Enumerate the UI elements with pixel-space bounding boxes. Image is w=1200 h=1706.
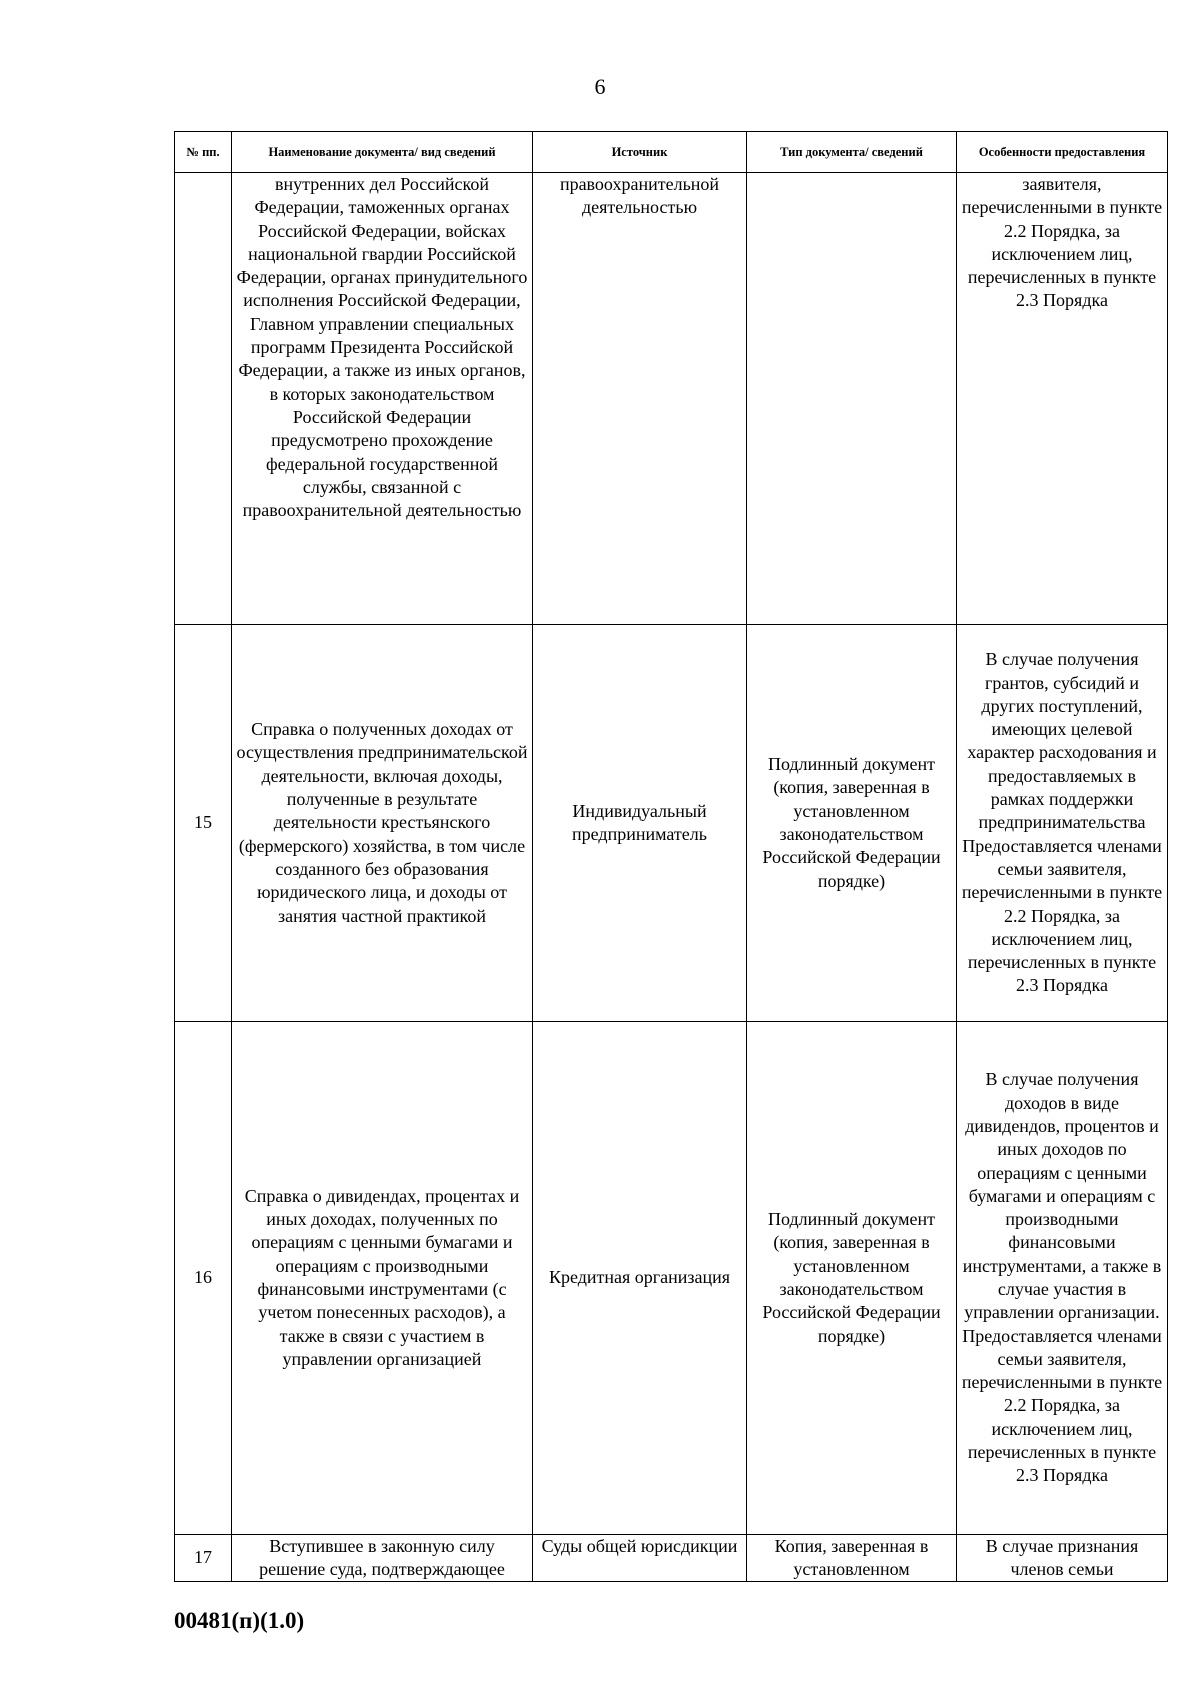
cell-features: заявителя, перечисленными в пункте 2.2 Порядка, за исключением лиц, перечисленных в пункте 2.3 Порядка bbox=[957, 173, 1168, 625]
cell-name bbox=[232, 1535, 533, 1582]
cell-num bbox=[175, 173, 232, 625]
cell-name: Справка о дивидендах, процентах и иных доходах, полученных по операциям с ценными бумагами и операциям с производными финансовыми инструментами (с учетом понесенных расходов), а также в связи с участием в управлении организацией bbox=[232, 1022, 533, 1535]
documents-table bbox=[174, 131, 1168, 1582]
cell-type bbox=[747, 1535, 957, 1582]
cell-features: В случае получения доходов в виде дивидендов, процентов и иных доходов по операциям с ценными бумагами и операциям с производными финансовыми инструментами, а также в случае участия в управлении организации. Предоставляется членами семьи заявителя, перечисленными в пункте 2.2 Порядка, за исключением лиц, перечисленных в пункте 2.3 Порядка bbox=[957, 1022, 1168, 1535]
header-features: Особенности предоставления bbox=[957, 132, 1168, 173]
cell-num: 15 bbox=[175, 625, 232, 1022]
cell-name: Справка о полученных доходах от осуществления предпринимательской деятельности, включая доходы, полученные в результате деятельности крестьянского (фермерского) хозяйства, в том числе созданного без образования юридического лица, и доходы от занятия частной практикой bbox=[232, 625, 533, 1022]
table-row bbox=[175, 625, 1168, 1022]
cell-source: Индивидуальный предприниматель bbox=[533, 625, 747, 1022]
cell-features-text: В случае признания членов семьи bbox=[985, 1536, 1139, 1580]
table-row-continued bbox=[175, 173, 1168, 625]
cell-features: В случае получения грантов, субсидий и других поступлений, имеющих целевой характер расходования и предоставляемых в рамках поддержки предпринимательства Предоставляется членами семьи заявителя, перечисленными в пункте 2.2 Порядка, за исключением лиц, перечисленных в пункте 2.3 Порядка bbox=[957, 625, 1168, 1022]
page-number: 6 bbox=[594, 74, 606, 99]
cell-type: Подлинный документ (копия, заверенная в установленном законодательством Российской Федерации порядке) bbox=[747, 1022, 957, 1535]
cell-features bbox=[957, 1535, 1168, 1582]
document-code: 00481(п)(1.0) bbox=[174, 1608, 305, 1633]
cell-source bbox=[533, 1535, 747, 1582]
cell-type-text: Копия, заверенная в установленном bbox=[774, 1536, 929, 1580]
table-header-row bbox=[175, 132, 1168, 173]
cell-type: Подлинный документ (копия, заверенная в установленном законодательством Российской Федерации порядке) bbox=[747, 625, 957, 1022]
table-row bbox=[175, 1022, 1168, 1535]
cell-num: 17 bbox=[175, 1535, 232, 1582]
header-name: Наименование документа/ вид сведений bbox=[232, 132, 533, 173]
cell-num: 16 bbox=[175, 1022, 232, 1535]
header-num: № пп. bbox=[175, 132, 232, 173]
cell-source: правоохранительной деятельностью bbox=[533, 173, 747, 625]
cell-source-text: Суды общей юрисдикции bbox=[541, 1536, 738, 1556]
cell-source: Кредитная организация bbox=[533, 1022, 747, 1535]
cell-type bbox=[747, 173, 957, 625]
header-source: Источник bbox=[533, 132, 747, 173]
table-row bbox=[175, 1535, 1168, 1582]
header-type: Тип документа/ сведений bbox=[747, 132, 957, 173]
cell-name-text: Вступившее в законную силу решение суда, подтверждающее bbox=[259, 1536, 505, 1580]
cell-name: внутренних дел Российской Федерации, таможенных органах Российской Федерации, войсках национальной гвардии Российской Федерации, органах принудительного исполнения Российской Федерации, Главном управлении специальных программ Президента Российской Федерации, а также из иных органов, в которых законодательством Российской Федерации предусмотрено прохождение федеральной государственной службы, связанной с правоохранительной деятельностью bbox=[232, 173, 533, 625]
